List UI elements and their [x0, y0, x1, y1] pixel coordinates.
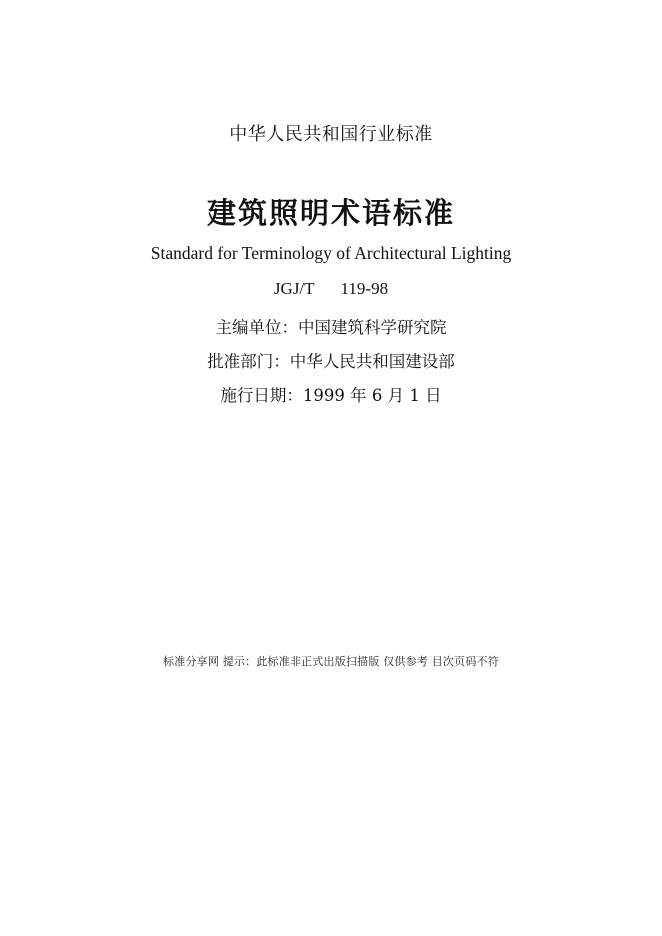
standard-code: JGJ/T — [273, 279, 315, 298]
document-title-chinese: 建筑照明术语标准 — [206, 196, 455, 230]
scan-notice: 标准分享网 提示：此标准非正式出版扫描版 仅供参考 目次页码不符 — [163, 655, 499, 668]
effective-date: 施行日期：1999 年 6 月 1 日 — [220, 386, 442, 405]
standard-number — [0, 279, 662, 299]
chief-editor-unit: 主编单位：中国建筑科学研究院 — [215, 318, 447, 337]
approving-department: 批准部门：中华人民共和国建设部 — [207, 352, 455, 371]
standard-serial: 119-98 — [340, 279, 389, 298]
issuing-category: 中华人民共和国行业标准 — [229, 124, 433, 145]
document-title-english: Standard for Terminology of Architectural Lighting — [150, 243, 512, 263]
